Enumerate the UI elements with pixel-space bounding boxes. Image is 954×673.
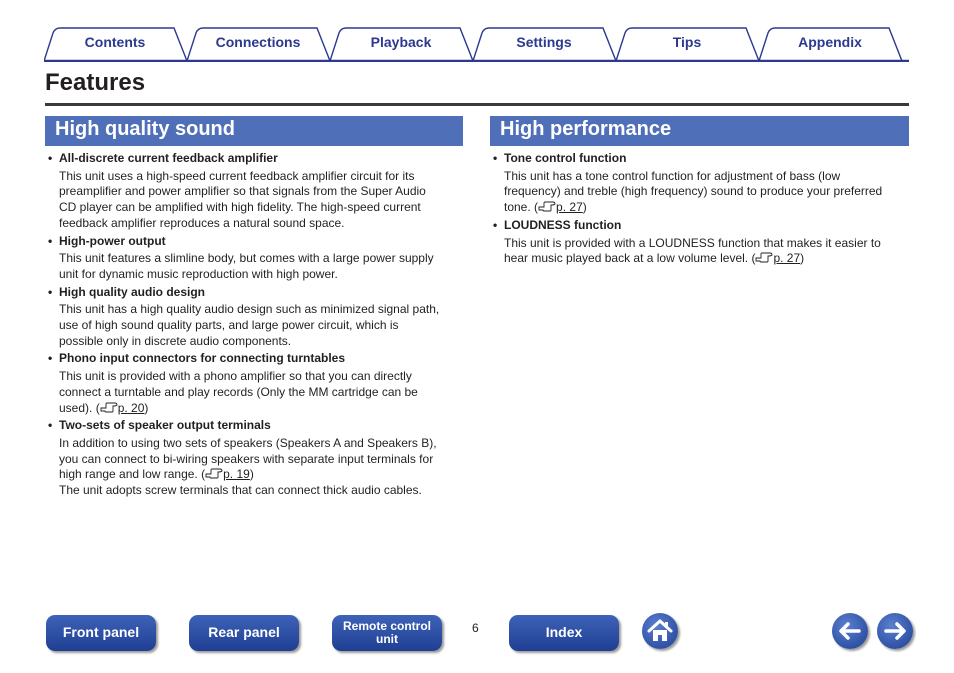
text-line [59,401,465,417]
button-label: Front panel [62,624,140,640]
text-line [59,467,465,483]
text-line: This unit has a tone control function for adjustment of bass (low [504,168,841,183]
pointing-hand-icon [205,468,223,479]
item-body [45,436,465,499]
index-button[interactable] [509,615,619,651]
back-button[interactable] [832,613,868,649]
text-line: In addition to using two sets of speakers (Speakers A and Speakers B), [59,435,437,450]
forward-button[interactable] [877,613,913,649]
tab-playback[interactable]: Playback [370,34,432,50]
text-line: preamplifier and power amplifier so that signals from the Super Audio [59,184,426,199]
item-body [45,169,465,232]
item-body [45,302,465,349]
page-reference-link[interactable]: ( p. 27) [534,200,587,215]
title-divider [45,103,909,106]
top-tab-bar [44,27,909,62]
arrow-right-icon [877,613,913,649]
item-title: • All-discrete current feedback amplifier [45,151,465,167]
home-button[interactable] [642,613,678,649]
page-reference[interactable]: p. 27 [773,251,801,266]
tab-tips[interactable]: Tips [672,34,702,50]
button-label: Rear panel [208,624,280,640]
page-reference-link[interactable]: ( p. 20) [95,400,149,415]
text-line: The unit adopts screw terminals that can connect thick audio cables. [59,483,422,498]
item-title: • Tone control function [490,151,909,167]
text-line: This unit is provided with a LOUDNESS function that makes it easier to [504,235,881,250]
text-line: CD player can be amplified with high fidelity. The high-speed current [59,200,421,215]
text-line: connect a turntable and play records (Only the MM cartridge can be [59,384,418,399]
item-body [45,251,465,282]
text-line: use of high sound quality parts, and large power circuit, which is [59,318,399,333]
page-reference[interactable]: p. 27 [556,200,583,215]
tab-settings[interactable]: Settings [516,34,572,50]
item-body [490,236,909,267]
button-label: Remote control [342,619,431,633]
text-fragment: high range and low range. [59,467,198,482]
tab-connections[interactable]: Connections [215,34,301,50]
text-line: unit for dynamic music reproduction with high power. [59,266,338,281]
text-line: possible only in discrete audio components. [59,333,292,348]
tab-contents[interactable]: Contents [84,34,146,50]
text-line: feedback amplifier reproduces a natural sound space. [59,215,345,230]
pointing-hand-icon [755,252,773,263]
text-line: This unit uses a high-speed current feedback amplifier circuit for its [59,168,415,183]
page-reference[interactable]: p. 19 [223,467,250,482]
item-title: • LOUDNESS function [490,218,909,234]
rear-panel-button[interactable] [189,615,299,651]
left-column [45,150,465,501]
pointing-hand-icon [538,201,556,212]
text-line: you can connect to bi-wiring speakers with separate input terminals for [59,451,434,466]
text-line [504,200,909,216]
page-reference-link[interactable]: ( p. 19) [201,467,254,482]
text-line: frequency) and treble (high frequency) sound to produce your preferred [504,184,883,199]
page-reference-link[interactable]: ( p. 27) [751,251,805,266]
text-fragment: hear music played back at a low volume level. [504,251,749,266]
text-fragment: tone. [504,200,531,215]
home-icon [642,613,678,649]
button-label: unit [376,632,398,646]
text-line: This unit is provided with a phono amplifier so that you can directly [59,369,412,384]
button-label: Index [545,624,583,640]
text-line [504,251,909,267]
pointing-hand-icon [100,402,118,413]
text-line: This unit has a high quality audio design such as minimized signal path, [59,302,440,317]
arrow-left-icon [832,613,868,649]
section-heading-high-performance: High performance [490,116,909,146]
page-title: Features [45,69,146,96]
right-column [490,150,909,269]
text-fragment: used). [59,400,93,415]
remote-control-unit-button[interactable] [332,615,442,651]
item-title: • Phono input connectors for connecting turntables [45,351,465,367]
tab-appendix[interactable]: Appendix [798,34,862,50]
item-body [490,169,909,216]
item-body [45,369,465,416]
item-title: • High quality audio design [45,285,465,301]
text-line: This unit features a slimline body, but comes with a large power supply [59,251,434,266]
page-reference[interactable]: p. 20 [117,400,145,415]
item-title: • Two-sets of speaker output terminals [45,418,465,434]
item-title: • High-power output [45,234,465,250]
page-number: 6 [472,621,479,635]
front-panel-button[interactable] [46,615,156,651]
section-heading-high-quality-sound: High quality sound [45,116,463,146]
